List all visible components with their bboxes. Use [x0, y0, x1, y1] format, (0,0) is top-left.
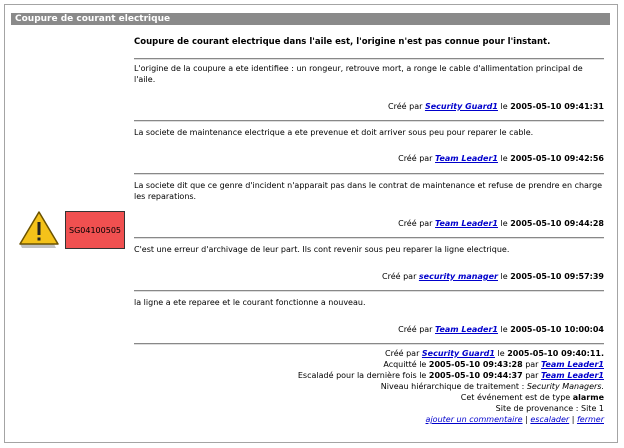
incident-headline: Coupure de courant electrique dans l'aile est, l'origine n'est pas connue pour l'instant. [134, 37, 551, 47]
summary-separator [134, 343, 604, 345]
comment-date: 2005-05-10 09:44:28 [510, 219, 604, 228]
comment-meta: Créé par Security Guard1 le 2005-05-10 09:41:31 [388, 102, 604, 111]
comment-date: 2005-05-10 09:57:39 [510, 272, 604, 281]
summary-type-line: Cet événement est de type alarme [460, 393, 604, 402]
warning-icon [18, 208, 62, 250]
summary-level-line: Niveau hiérarchique de traitement : Security Managers. [380, 382, 604, 391]
comment-author-link[interactable]: Team Leader1 [435, 325, 498, 334]
window-title: Coupure de courant electrique [11, 13, 610, 25]
escalate-link[interactable]: escalader [530, 415, 570, 424]
comment-separator [134, 290, 604, 292]
escalation-user-link[interactable]: Team Leader1 [541, 371, 604, 380]
ack-user-link[interactable]: Team Leader1 [541, 360, 604, 369]
comment-meta: Créé par Team Leader1 le 2005-05-10 10:00:04 [398, 325, 604, 334]
comment-text: La societe dit que ce genre d'incident n'apparait pas dans le contrat de maintenance et refuse de prendre en charge les reparations. [134, 181, 603, 201]
comment-text: C'est une erreur d'archivage de leur part. Ils cont revenir sous peu reparer la ligne electrique. [134, 245, 510, 254]
comment-author-link[interactable]: Security Guard1 [424, 102, 498, 111]
event-code-badge: SG04100505 [65, 211, 125, 249]
comment-text: L'origine de la coupure a ete identifiee : un rongeur, retrouve mort, a ronge le cable d'allimentation principal de l'aile. [134, 64, 583, 84]
comment-text: La societe de maintenance electrique a ete prevenue et doit arriver sous peu pour reparer le cable. [134, 128, 534, 137]
comment-meta: Créé par Team Leader1 le 2005-05-10 09:44:28 [398, 219, 604, 228]
comment-date: 2005-05-10 09:42:56 [510, 154, 604, 163]
comment-date: 2005-05-10 10:00:04 [510, 325, 604, 334]
creator-link[interactable]: Security Guard1 [421, 349, 495, 358]
comment-text: la ligne a ete reparee et le courant fonctionne a nouveau. [134, 298, 366, 307]
comment-author-link[interactable]: Team Leader1 [435, 219, 498, 228]
add-comment-link[interactable]: ajouter un commentaire [425, 415, 523, 424]
comment-author-link[interactable]: Team Leader1 [435, 154, 498, 163]
summary-created-line: Créé par Security Guard1 le 2005-05-10 09:40:11. [385, 349, 604, 358]
comment-date: 2005-05-10 09:41:31 [510, 102, 604, 111]
action-links: ajouter un commentaire | escalader | fermer [425, 415, 604, 424]
comment-separator [134, 173, 604, 175]
event-summary [298, 348, 604, 425]
comment-author-link[interactable]: security manager [418, 272, 498, 281]
incident-headline-block [134, 36, 604, 48]
summary-escalation-line: Escaladé pour la dernière fois le 2005-05-10 09:44:37 par Team Leader1 [297, 371, 604, 380]
summary-site-line: Site de provenance : Site 1 [495, 404, 604, 413]
comment-meta: Créé par Team Leader1 le 2005-05-10 09:42:56 [398, 154, 604, 163]
comment-meta: Créé par security manager le 2005-05-10 09:57:39 [382, 272, 604, 281]
close-link[interactable]: fermer [576, 415, 604, 424]
comment-separator [134, 58, 604, 60]
summary-ack-line: Acquitté le 2005-05-10 09:43:28 par Team Leader1 [383, 360, 604, 369]
comment-separator [134, 120, 604, 122]
comment-separator [134, 237, 604, 239]
